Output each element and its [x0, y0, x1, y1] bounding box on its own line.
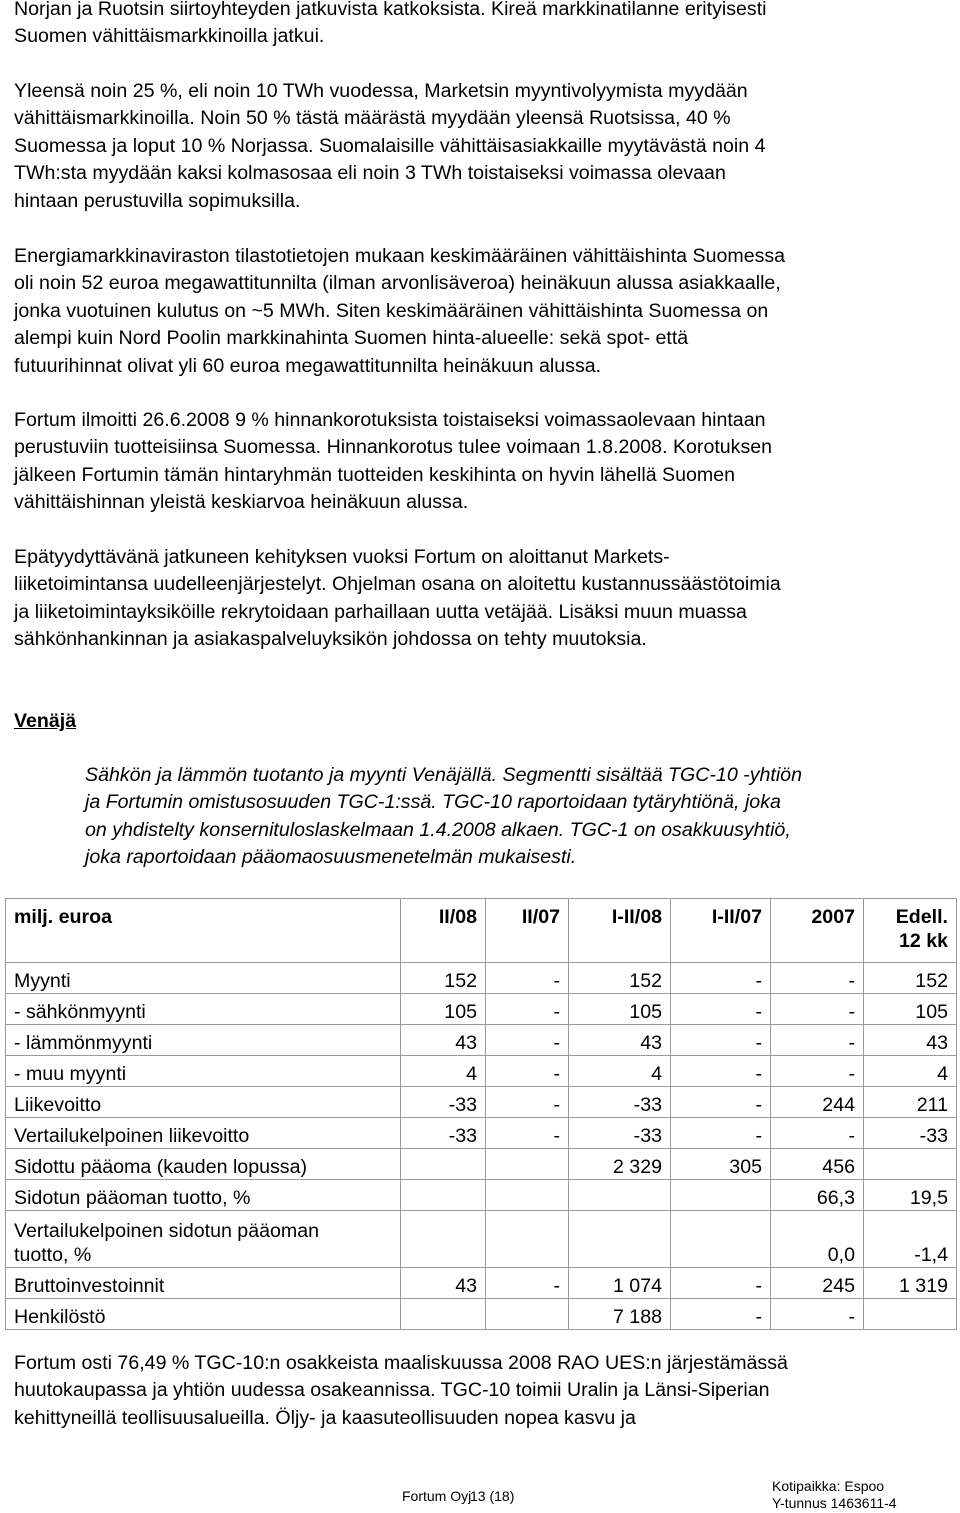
table-cell: 152: [401, 963, 486, 994]
table-header-cell: milj. euroa: [6, 899, 401, 963]
row-label: Liikevoitto: [6, 1087, 401, 1118]
table-cell: 211: [864, 1087, 957, 1118]
table-header-cell: I-II/08: [569, 899, 671, 963]
table-cell: 43: [569, 1025, 671, 1056]
table-cell: [864, 1299, 957, 1330]
table-row: [6, 1211, 957, 1268]
table-cell: 43: [864, 1025, 957, 1056]
table-cell: -33: [569, 1118, 671, 1149]
table-cell: -33: [864, 1118, 957, 1149]
paragraph-price-increase: Fortum ilmoitti 26.6.2008 9 % hinnankorotuksista toistaiseksi voimassaolevaan hintaan perustuviin tuotteisiinsa Suomessa. Hinnankorotus tulee voimaan 1.8.2008. Korotuksen jälkeen Fortumin tämän hintaryhmän tuotteiden keskihinta on hyvin lähellä Suomen vähittäishinnan yleistä keskiarvoa heinäkuun alussa.: [14, 409, 773, 514]
table-cell: 43: [401, 1025, 486, 1056]
table-cell: 43: [401, 1268, 486, 1299]
table-row: [6, 963, 957, 994]
table-row: [6, 1087, 957, 1118]
table-cell: [486, 1149, 569, 1180]
row-label: - muu myynti: [6, 1056, 401, 1087]
table-cell: [671, 1211, 771, 1268]
paragraph-retail-price: Energiamarkkinaviraston tilastotietojen mukaan keskimääräinen vähittäishinta Suomessa oli noin 52 euroa megawattitunnilta (ilman arvonlisäveroa) heinäkuun alussa asiakkaalle, jonka vuotuinen kulutus on ~5 MWh. Siten keskimääräinen vähittäishinta Suomessa on alempi kuin Nord Poolin markkinahinta Suomen hinta-alueelle: sekä spot- että futuurihinnat olivat yli 60 euroa megawattitunnilta heinäkuun alussa.: [14, 245, 786, 377]
row-label: Bruttoinvestoinnit: [6, 1268, 401, 1299]
table-cell: -: [486, 1087, 569, 1118]
table-header-cell: 2007: [771, 899, 864, 963]
row-label: - lämmönmyynti: [6, 1025, 401, 1056]
table-cell: [864, 1149, 957, 1180]
table-cell: 105: [401, 994, 486, 1025]
table-cell: -: [771, 1056, 864, 1087]
table-body: [6, 963, 957, 1330]
table-cell: -: [486, 963, 569, 994]
table-cell: -: [671, 1118, 771, 1149]
table-cell: -: [671, 1268, 771, 1299]
table-cell: -: [486, 1025, 569, 1056]
table-cell: 305: [671, 1149, 771, 1180]
table-cell: -33: [569, 1087, 671, 1118]
table-cell: [486, 1211, 569, 1268]
table-cell: -1,4: [864, 1211, 957, 1268]
row-label: - sähkönmyynti: [6, 994, 401, 1025]
table-cell: -: [671, 963, 771, 994]
financial-table: [5, 898, 957, 1330]
paragraph-retail-volume: Yleensä noin 25 %, eli noin 10 TWh vuodessa, Marketsin myyntivolyymista myydään vähittäismarkkinoilla. Noin 50 % tästä määrästä myydään yleensä Ruotsissa, 40 % Suomessa ja loput 10 % Norjassa. Suomalaisille vähittäisasiakkaille myytävästä noin 4 TWh:sta myydään kaksi kolmasosaa eli noin 3 TWh toistaiseksi voimassa olevaan hintaan perustuvilla sopimuksilla.: [14, 80, 766, 212]
table-cell: -: [671, 1056, 771, 1087]
table-cell: 244: [771, 1087, 864, 1118]
table-cell: [569, 1211, 671, 1268]
table-cell: 0,0: [771, 1211, 864, 1268]
table-cell: -: [486, 1056, 569, 1087]
table-cell: -: [771, 994, 864, 1025]
table-header-cell: II/08: [401, 899, 486, 963]
table-header-row: [6, 899, 957, 963]
table-cell: -: [771, 1025, 864, 1056]
table-cell: [401, 1180, 486, 1211]
table-cell: -33: [401, 1118, 486, 1149]
table-cell: -: [671, 1087, 771, 1118]
table-row: [6, 1025, 957, 1056]
row-label: Sidottu pääoma (kauden lopussa): [6, 1149, 401, 1180]
table-row: [6, 1118, 957, 1149]
section-heading-russia: Venäjä: [14, 710, 77, 732]
table-cell: 456: [771, 1149, 864, 1180]
table-cell: 152: [569, 963, 671, 994]
table-cell: 105: [569, 994, 671, 1025]
paragraph-nordic-transmission: Norjan ja Ruotsin siirtoyhteyden jatkuvista katkoksista. Kireä markkinatilanne erityisesti Suomen vähittäismarkkinoilla jatkui.: [14, 0, 767, 48]
footer-company: Fortum Oyj: [402, 1488, 472, 1504]
table-header-cell: I-II/07: [671, 899, 771, 963]
footer-page-number: 13 (18): [470, 1488, 515, 1504]
paragraph-restructuring: Epätyydyttävänä jatkuneen kehityksen vuoksi Fortum on aloittanut Markets- liiketoimintansa uudelleenjärjestelyt. Ohjelman osana on aloitettu kustannussäästötoimia ja liiketoimintayksiköille rekrytoidaan parhaillaan uutta vetäjää. Lisäksi muun muassa sähkönhankinnan ja asiakaspalveluyksikön johdossa on tehty muutoksia.: [14, 546, 781, 651]
table-header-cell: II/07: [486, 899, 569, 963]
paragraph-tgc10-acquisition: Fortum osti 76,49 % TGC-10:n osakkeista maaliskuussa 2008 RAO UES:n järjestämässä huutokaupassa ja yhtiön uudessa osakeannissa. TGC-10 toimii Uralin ja Länsi-Siperian kehittyneillä teollisuusalueilla. Öljy- ja kaasuteollisuuden nopea kasvu ja: [14, 1352, 788, 1429]
table-cell: -: [671, 994, 771, 1025]
table-cell: 1 319: [864, 1268, 957, 1299]
table-row: [6, 1299, 957, 1330]
footer-domicile: Kotipaikka: Espoo: [772, 1478, 885, 1494]
row-label: Myynti: [6, 963, 401, 994]
table-cell: [486, 1299, 569, 1330]
table-cell: [486, 1180, 569, 1211]
section-intro: Sähkön ja lämmön tuotanto ja myynti Venäjällä. Segmentti sisältää TGC-10 -yhtiön ja Fortumin omistusosuuden TGC-1:ssä. TGC-10 raportoidaan tytäryhtiönä, joka on yhdistelty konsernituloslaskelmaan 1.4.2008 alkaen. TGC-1 on osakkuusyhtiö, joka raportoidaan pääomaosuusmenetelmän mukaisesti.: [85, 764, 802, 869]
table-cell: [569, 1180, 671, 1211]
table-row: [6, 1149, 957, 1180]
table-cell: -: [771, 1299, 864, 1330]
table-cell: -: [771, 1118, 864, 1149]
row-label: Sidotun pääoman tuotto, %: [6, 1180, 401, 1211]
row-label: Henkilöstö: [6, 1299, 401, 1330]
table-cell: 19,5: [864, 1180, 957, 1211]
row-label: Vertailukelpoinen sidotun pääoman tuotto, %: [6, 1211, 401, 1268]
table-cell: -: [486, 1118, 569, 1149]
footer-company-info: [772, 1478, 897, 1512]
table-cell: -: [486, 994, 569, 1025]
footer-business-id: Y-tunnus 1463611-4: [772, 1495, 897, 1511]
table-cell: [671, 1180, 771, 1211]
table-cell: 1 074: [569, 1268, 671, 1299]
table-cell: 2 329: [569, 1149, 671, 1180]
table-row: [6, 1268, 957, 1299]
table-row: [6, 1056, 957, 1087]
table-cell: [401, 1149, 486, 1180]
table-cell: 245: [771, 1268, 864, 1299]
table-cell: -: [771, 963, 864, 994]
row-label: Vertailukelpoinen liikevoitto: [6, 1118, 401, 1149]
table-cell: 4: [401, 1056, 486, 1087]
table-cell: -: [671, 1299, 771, 1330]
table-cell: 66,3: [771, 1180, 864, 1211]
table-cell: 152: [864, 963, 957, 994]
table-cell: 4: [569, 1056, 671, 1087]
table-cell: 105: [864, 994, 957, 1025]
table-cell: 7 188: [569, 1299, 671, 1330]
table-cell: -: [486, 1268, 569, 1299]
table-cell: 4: [864, 1056, 957, 1087]
table-cell: -33: [401, 1087, 486, 1118]
table-cell: [401, 1211, 486, 1268]
table-cell: [401, 1299, 486, 1330]
table-row: [6, 1180, 957, 1211]
table-header-cell: Edell. 12 kk: [864, 899, 957, 963]
table-row: [6, 994, 957, 1025]
table-cell: -: [671, 1025, 771, 1056]
